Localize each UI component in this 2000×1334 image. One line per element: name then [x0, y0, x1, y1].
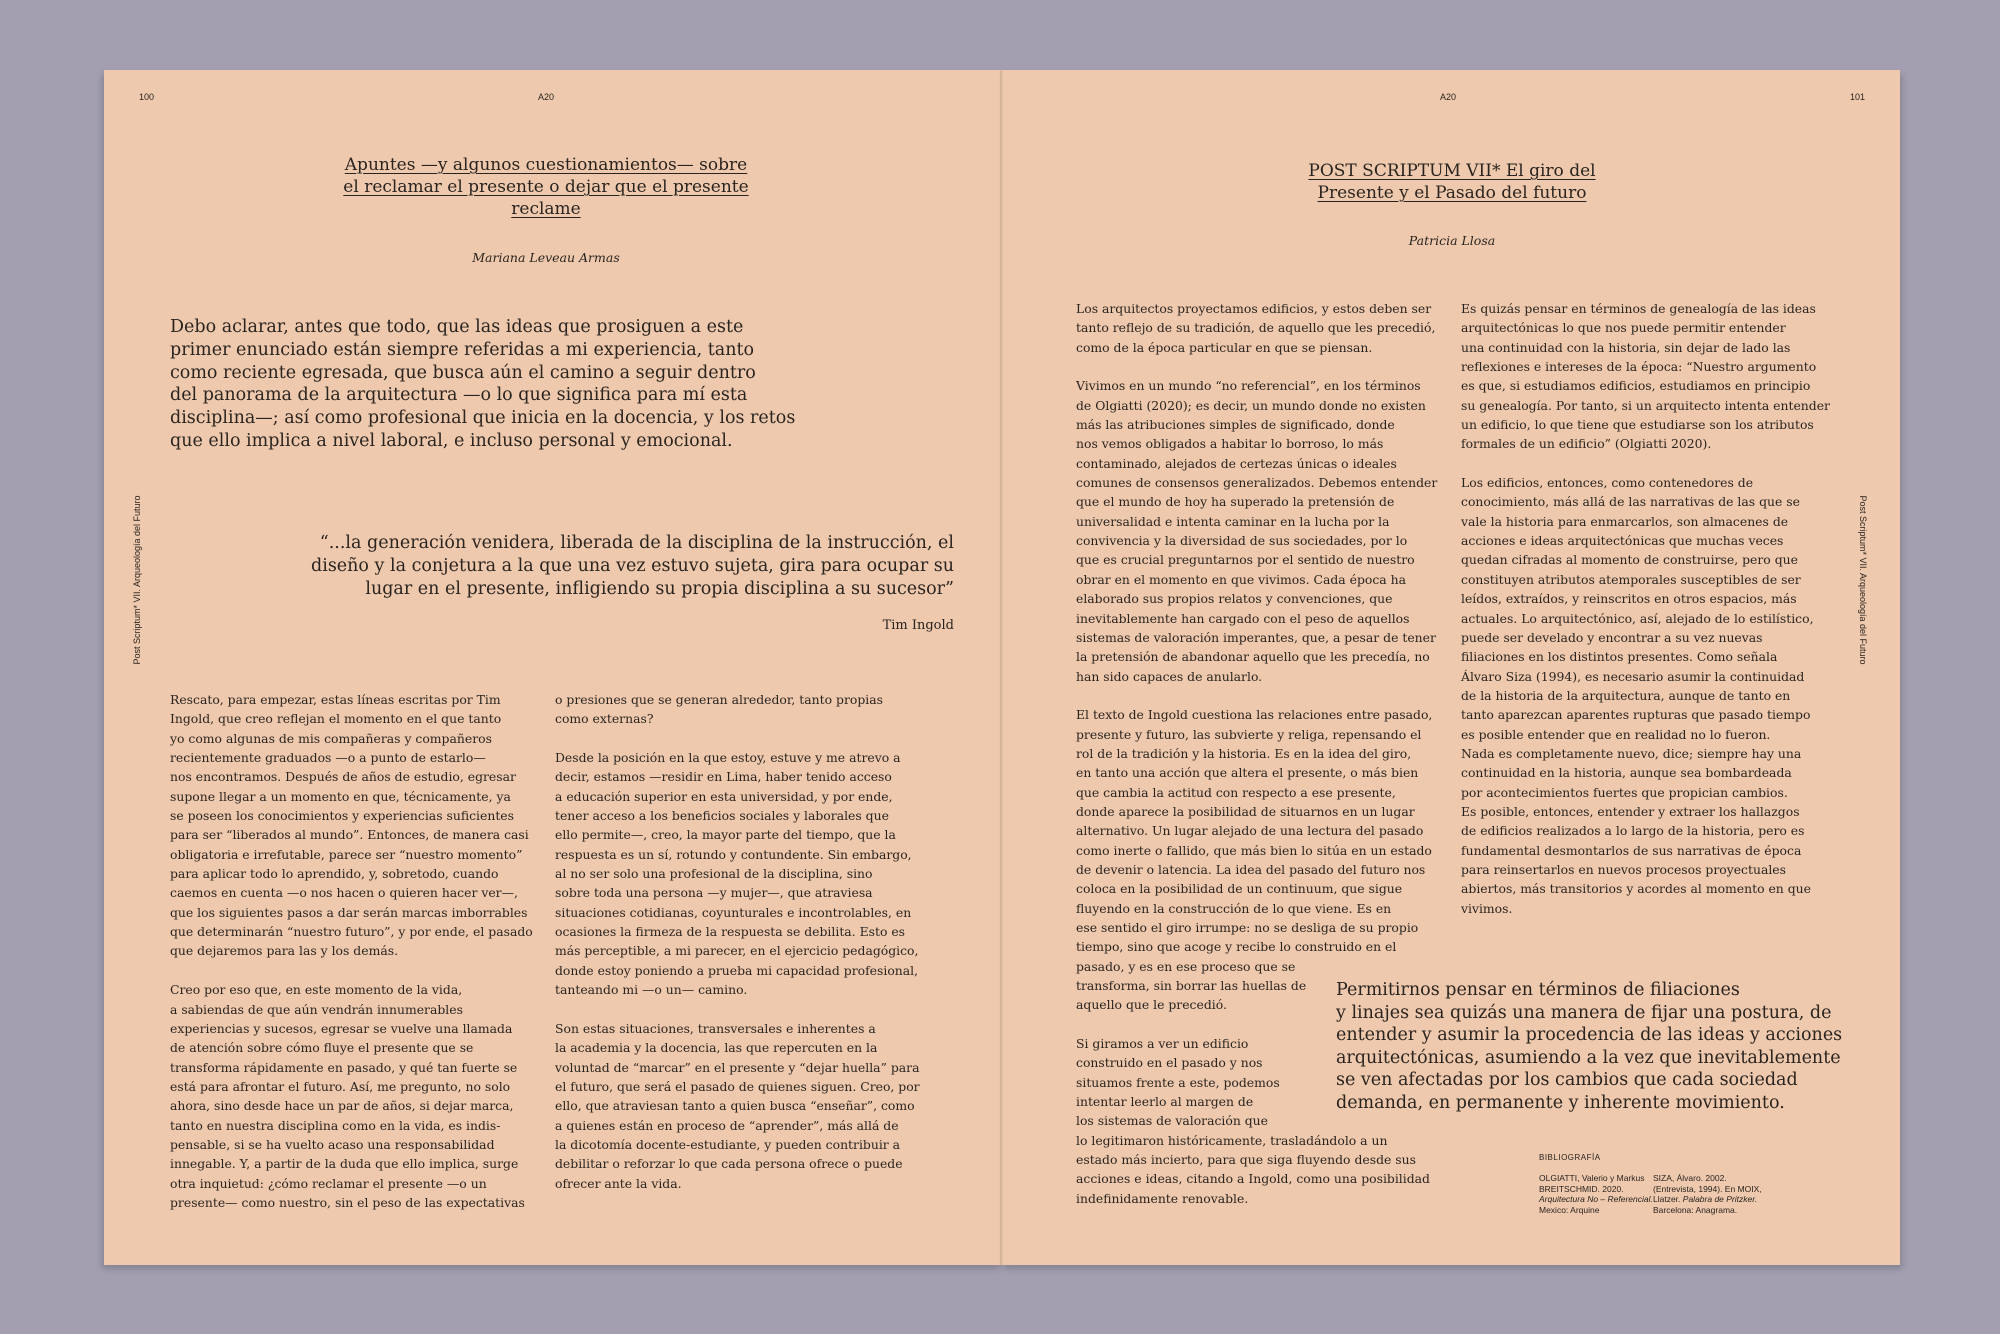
body-line: ese sentido el giro irrumpe: no se desliga de su propio: [1076, 920, 1419, 935]
body-line: Si giramos a ver un edificio: [1076, 1036, 1249, 1052]
pull-quote: [1336, 979, 1842, 1114]
body-line: inevitablemente han cargado con el peso de aquellos: [1076, 610, 1410, 626]
body-line: Son estas situaciones, transversales e inherentes a: [555, 1020, 876, 1036]
right-page: [1002, 70, 1900, 1265]
body-paragraph: [170, 690, 540, 961]
bib-line: Mexico: Arquine: [1539, 1204, 1600, 1215]
body-line: constituyen atributos atemporales susceptibles de ser: [1461, 571, 1801, 587]
body-line: El texto de Ingold cuestiona las relaciones entre pasado,: [1076, 707, 1433, 723]
pull-line: entender y asumir la procedencia de las ideas y acciones: [1336, 1025, 1843, 1045]
body-line: a sabiendas de que aún vendrán innumerables: [170, 1001, 463, 1017]
running-head: A20: [538, 92, 555, 102]
body-paragraph: [1076, 705, 1456, 1015]
body-line: actuales. Lo arquitectónico, así, alejado de lo estilístico,: [1461, 610, 1814, 626]
body-line: tanteando mi —o un— camino.: [555, 982, 748, 998]
left-page: [104, 70, 1002, 1265]
body-line: elaborado sus propios relatos y convenciones, que: [1076, 591, 1393, 607]
body-line: que es crucial preguntarnos por el sentido de nuestro: [1076, 552, 1415, 568]
body-line: continuidad en la historia, aunque sea bombardeada: [1461, 765, 1792, 781]
bib-line: OLGIATTI, Valerio y Markus: [1539, 1173, 1645, 1183]
body-line: su genealogía. Por tanto, si un arquitecto intenta entender: [1461, 397, 1830, 413]
body-line: que los siguientes pasos a dar serán marcas imborrables: [170, 904, 528, 920]
title-line: reclame: [511, 199, 581, 219]
body-line: sobre toda una persona —y mujer—, que atraviesa: [555, 885, 873, 901]
body-line: abiertos, más transitorios y acordes al momento en que: [1461, 881, 1811, 897]
body-line: formales de un edificio” (Olgiatti 2020).: [1461, 436, 1712, 452]
body-line: pensable, si se ha vuelto acaso una responsabilidad: [170, 1136, 495, 1152]
body-line: ello, que atraviesan tanto a quien busca “enseñar”, como: [555, 1098, 915, 1114]
body-line: recientemente graduados —o a punto de estarlo—: [170, 750, 486, 766]
body-line: ofrecer ante la vida.: [555, 1175, 682, 1191]
body-line: una continuidad con la historia, sin dejar de lado las: [1461, 339, 1791, 355]
body-paragraph: [555, 1019, 935, 1193]
body-paragraph: [1076, 376, 1456, 686]
body-line: que el mundo de hoy ha superado la pretensión de: [1076, 494, 1395, 510]
body-line: en tanto una acción que altera el presente, o más bien: [1076, 765, 1419, 781]
body-line: de la historia de la arquitectura, aunque de tanto en: [1461, 687, 1791, 703]
body-paragraph: [170, 980, 540, 1212]
body-column-2: [1461, 299, 1841, 937]
running-head: A20: [1440, 92, 1457, 102]
body-line: es que, si estudiamos edificios, estudiamos en principio: [1461, 378, 1811, 394]
intro-line: del panorama de la arquitectura —o lo que significa para mí esta: [170, 385, 748, 406]
body-line: tanto reflejo de su tradición, de aquello que les precedió,: [1076, 320, 1436, 336]
body-line: para aplicar todo lo aprendido, y, sobretodo, cuando: [170, 866, 499, 882]
bib-line: BREITSCHMID. 2020.: [1539, 1183, 1624, 1194]
body-line: al no ser solo una profesional de la disciplina, sino: [555, 866, 873, 882]
pull-line: y linajes sea quizás una manera de fijar una postura, de: [1336, 1002, 1832, 1023]
body-line: universalidad e intenta caminar en la lucha por la: [1076, 513, 1390, 529]
pull-line: demanda, en permanente y inherente movimiento.: [1336, 1092, 1785, 1113]
body-line: alternativo. Un lugar alejado de una lectura del pasado: [1076, 823, 1424, 839]
body-line: donde estoy poniendo a prueba mi capacidad profesional,: [555, 962, 919, 978]
body-line: experiencias y sucesos, egresar se vuelve una llamada: [170, 1020, 513, 1036]
body-line: que dejaremos para las y los demás.: [170, 943, 399, 959]
pull-line: Permitirnos pensar en términos de filiaciones: [1336, 980, 1740, 1000]
body-line: Es posible, entonces, entender y extraer los hallazgos: [1461, 803, 1800, 819]
body-line: de atención sobre cómo fluye el presente que se: [170, 1040, 474, 1056]
body-line: acciones e ideas arquitectónicas que muchas veces: [1461, 533, 1784, 549]
body-line: contaminado, alejados de certezas únicas o ideales: [1076, 455, 1397, 471]
body-line: ocasiones la firmeza de la respuesta se debilita. Esto es: [555, 924, 906, 940]
side-label: Post Scriptum* VII. Arqueología del Futuro: [1858, 495, 1868, 665]
body-line: vivimos.: [1461, 900, 1513, 916]
body-line: tener acceso a los beneficios sociales y laborales que: [555, 808, 889, 824]
intro-line: primer enunciado están siempre referidas a mi experiencia, tanto: [170, 339, 755, 360]
body-line: conocimiento, más allá de las narrativas de las que se: [1461, 494, 1800, 510]
bib-line: Arquitectura No – Referencial.: [1539, 1194, 1653, 1204]
body-line: como de la época particular en que se piensan.: [1076, 339, 1373, 355]
intro-paragraph: [170, 316, 795, 453]
body-line: fluyendo en la construcción de lo que viene. Es en: [1076, 900, 1392, 916]
intro-line: que ello implica a nivel laboral, e incluso personal y emocional.: [170, 430, 733, 451]
body-line: pasado, y es en ese proceso que se: [1076, 958, 1296, 974]
body-line: transforma, sin borrar las huellas de: [1076, 978, 1307, 994]
body-line: obligatoria e irrefutable, parece ser “nuestro momento”: [170, 846, 523, 862]
body-line: Desde la posición en la que estoy, estuve y me atrevo a: [555, 750, 901, 766]
body-line: Rescato, para empezar, estas líneas escritas por Tim: [170, 692, 501, 707]
intro-line: disciplina—; así como profesional que inicia en la docencia, y los retos: [170, 408, 796, 429]
body-column-2: [555, 690, 935, 1212]
body-line: voluntad de “marcar” en el presente y “dejar huella” para: [555, 1059, 920, 1075]
article-title: [336, 154, 756, 220]
body-line: está para afrontar el futuro. Así, me pregunto, no solo: [170, 1078, 511, 1094]
body-line: rol de la tradición y la historia. Es en la idea del giro,: [1076, 745, 1412, 761]
body-line: tanto en nuestra disciplina como en la vida, es indis-: [170, 1117, 501, 1133]
body-line: innegable. Y, a partir de la duda que ello implica, surge: [170, 1156, 519, 1172]
body-line: fundamental desmontarlos de sus narrativas de época: [1461, 842, 1802, 858]
body-line: tanto aparezcan aparentes rupturas que pasado tiempo: [1461, 707, 1811, 723]
body-line: tiempo, sino que acoge y recibe lo construido en el: [1076, 939, 1397, 955]
body-line: puede ser develado y encontrar a su vez nuevas: [1461, 629, 1763, 645]
pull-line: se ven afectadas por los cambios que cada sociedad: [1336, 1070, 1798, 1090]
body-line: han sido capaces de anularlo.: [1076, 668, 1263, 684]
body-paragraph: [1461, 473, 1841, 918]
body-line: situaciones cotidianas, coyunturales e incontrolables, en: [555, 904, 912, 920]
body-line: se poseen los conocimientos y experiencias suficientes: [170, 808, 514, 824]
body-line: debilitar o reforzar lo que cada persona ofrece o puede: [555, 1156, 903, 1172]
body-line: Vivimos en un mundo “no referencial”, en los términos: [1076, 378, 1421, 394]
quote-author: Tim Ingold: [882, 618, 954, 633]
quote-line: diseño y la conjetura a la que una vez estuvo sujeta, gira para ocupar su: [311, 556, 954, 576]
intro-line: Debo aclarar, antes que todo, que las ideas que prosiguen a este: [170, 317, 744, 337]
intro-line: como reciente egresada, que busca aún el camino a seguir dentro: [170, 362, 756, 383]
body-line: presente— como nuestro, sin el peso de las expectativas: [170, 1194, 525, 1210]
body-paragraph: [1076, 299, 1456, 357]
body-line: arquitectónicas lo que nos puede permitir entender: [1461, 320, 1786, 336]
body-line: Ingold, que creo reflejan el momento en el que tanto: [170, 711, 502, 727]
bib-line: (Entrevista, 1994). En MOIX,: [1653, 1183, 1762, 1194]
body-column-1: [170, 690, 540, 1232]
body-line: los sistemas de valoración que: [1076, 1113, 1268, 1129]
body-line: más las atribuciones simples de significado, donde: [1076, 417, 1395, 433]
body-line: presente y futuro, las subvierte y religa, repensando el: [1076, 726, 1422, 742]
body-line: sistemas de valoración imperantes, que, a pesar de tener: [1076, 629, 1436, 645]
body-line: donde aparece la posibilidad de situarnos en un lugar: [1076, 803, 1415, 819]
title-line: POST SCRIPTUM VII* El giro del: [1308, 161, 1596, 181]
body-line: intentar leerlo al margen de: [1076, 1094, 1254, 1110]
bib-line: Barcelona: Anagrama.: [1653, 1204, 1738, 1215]
body-line: transforma rápidamente en pasado, y qué tan fuerte se: [170, 1059, 518, 1075]
body-line: o presiones que se generan alrededor, tanto propias: [555, 692, 883, 707]
body-line: quedan cifradas al momento de construirse, pero que: [1461, 552, 1798, 568]
body-line: que determinarán “nuestro futuro”, y por ende, el pasado: [170, 924, 533, 940]
body-line: otra inquietud: ¿cómo reclamar el presente —o un: [170, 1175, 487, 1191]
body-line: Es quizás pensar en términos de genealogía de las ideas: [1461, 301, 1816, 316]
bib-line: SIZA, Álvaro. 2002.: [1653, 1173, 1727, 1183]
body-line: situamos frente a este, podemos: [1076, 1074, 1280, 1090]
body-line: un edificio, lo que tiene que estudiarse son los atributos: [1461, 417, 1814, 433]
bib-text: Llatzer.: [1653, 1194, 1683, 1204]
body-line: comunes de consensos generalizados. Debemos entender: [1076, 475, 1438, 491]
body-line: Creo por eso que, en este momento de la vida,: [170, 982, 463, 998]
body-paragraph: [555, 748, 935, 999]
body-line: es posible entender que en realidad no lo fueron.: [1461, 726, 1771, 742]
body-line: a quienes están en proceso de “aprender”, más allá de: [555, 1117, 899, 1133]
quote-line: lugar en el presente, infligiendo su propia disciplina a su sucesor”: [365, 579, 954, 599]
body-line: para reinsertarlos en nuevos procesos proyectuales: [1461, 861, 1786, 877]
body-line: Nada es completamente nuevo, dice; siempre hay una: [1461, 745, 1802, 761]
body-line: Los arquitectos proyectamos edificios, y estos deben ser: [1076, 301, 1432, 316]
pull-line: arquitectónicas, asumiendo a la vez que inevitablemente: [1336, 1047, 1841, 1068]
page-number: 100: [139, 92, 155, 102]
bib-book-title: Palabra de Pritzker.: [1682, 1194, 1758, 1204]
article-author: Mariana Leveau Armas: [472, 250, 620, 265]
body-line: de Olgiatti (2020); es decir, un mundo donde no existen: [1076, 397, 1426, 413]
spine-gutter: [1000, 70, 1003, 1265]
article-author: Patricia Llosa: [1408, 233, 1496, 248]
body-line: convivencia y la diversidad de sus sociedades, por lo: [1076, 533, 1408, 549]
body-line: Álvaro Siza (1994), es necesario asumir la continuidad: [1461, 668, 1805, 684]
body-line: filiaciones en los distintos presentes. Como señala: [1461, 649, 1778, 665]
page-number: 101: [1849, 92, 1865, 102]
body-line: reflexiones e intereses de la época: “Nuestro argumento: [1461, 359, 1817, 375]
body-line: más perceptible, a mi parecer, en el ejercicio pedagógico,: [555, 943, 919, 959]
body-line: para ser “liberados al mundo”. Entonces, de manera casi: [170, 827, 529, 843]
body-line: leídos, extraídos, y reinscritos en otros espacios, más: [1461, 591, 1797, 607]
body-line: lo legitimaron históricamente, trasladándolo a un: [1076, 1132, 1388, 1148]
body-line: coloca en la posibilidad de un continuum, que sigue: [1076, 881, 1403, 897]
bibliography-heading: BIBLIOGRAFÍA: [1539, 1153, 1601, 1162]
body-line: vale la historia para enmarcarlos, son almacenes de: [1461, 513, 1789, 529]
body-line: ahora, sino desde hace un par de años, si dejar marca,: [170, 1098, 514, 1114]
body-paragraph: [555, 690, 935, 729]
body-line: de devenir o latencia. La idea del pasado del futuro nos: [1076, 861, 1426, 877]
body-line: que cambia la actitud con respecto a ese presente,: [1076, 784, 1396, 800]
body-line: por acontecimientos fuertes que propician cambios.: [1461, 784, 1788, 800]
body-line: Los edificios, entonces, como contenedores de: [1461, 475, 1754, 491]
epigraph-quote: [311, 532, 954, 601]
body-line: como externas?: [555, 711, 654, 727]
body-line: nos vemos obligados a habitar lo borroso, lo más: [1076, 436, 1384, 452]
body-line: ello permite—, creo, la mayor parte del tiempo, que la: [555, 827, 896, 843]
body-line: estado más incierto, para que siga fluyendo desde sus: [1076, 1152, 1416, 1168]
title-line: Presente y el Pasado del futuro: [1317, 183, 1587, 203]
body-line: decir, estamos —residir en Lima, haber tenido acceso: [555, 769, 892, 785]
body-line: la dicotomía docente-estudiante, y pueden contribuir a: [555, 1136, 901, 1152]
body-line: supone llegar a un momento en que, técnicamente, ya: [170, 788, 511, 804]
article-title: [1242, 160, 1662, 204]
body-line: a educación superior en esta universidad, y por ende,: [555, 788, 893, 804]
body-line: de edificios realizados a lo largo de la historia, pero es: [1461, 823, 1805, 839]
title-line: Apuntes —y algunos cuestionamientos— sobre: [344, 155, 748, 175]
body-line: indefinidamente renovable.: [1076, 1190, 1249, 1206]
quote-line: “...la generación venidera, liberada de la disciplina de la instrucción, el: [319, 533, 954, 553]
side-label: Post Scriptum* VII. Arqueología del Futuro: [132, 495, 142, 665]
bibliography-entry: [1653, 1173, 1762, 1215]
body-line: aquello que le precedió.: [1076, 997, 1227, 1013]
body-line: nos encontramos. Después de años de estudio, egresar: [170, 769, 516, 785]
body-line: construido en el pasado y nos: [1076, 1055, 1263, 1071]
title-line: el reclamar el presente o dejar que el presente: [343, 177, 749, 197]
body-line: el futuro, que será el pasado de quienes siguen. Creo, por: [555, 1078, 920, 1094]
body-line: caemos en cuenta —o nos hacen o quieren hacer ver—,: [170, 885, 518, 901]
body-line: yo como algunas de mis compañeras y compañeros: [170, 730, 492, 746]
body-line: obrar en el momento en que vivimos. Cada época ha: [1076, 571, 1406, 587]
body-line: acciones e ideas, citando a Ingold, como una posibilidad: [1076, 1171, 1430, 1187]
body-line: la academia y la docencia, las que repercuten en la: [555, 1040, 878, 1056]
body-line: como inerte o fallido, que más bien lo sitúa en un estado: [1076, 842, 1432, 858]
body-line: la pretensión de abandonar aquello que les precedía, no: [1076, 649, 1430, 665]
body-line: respuesta es un sí, rotundo y contundente. Sin embargo,: [555, 846, 912, 862]
body-paragraph: [1461, 299, 1841, 454]
bibliography-entry: [1539, 1173, 1653, 1215]
